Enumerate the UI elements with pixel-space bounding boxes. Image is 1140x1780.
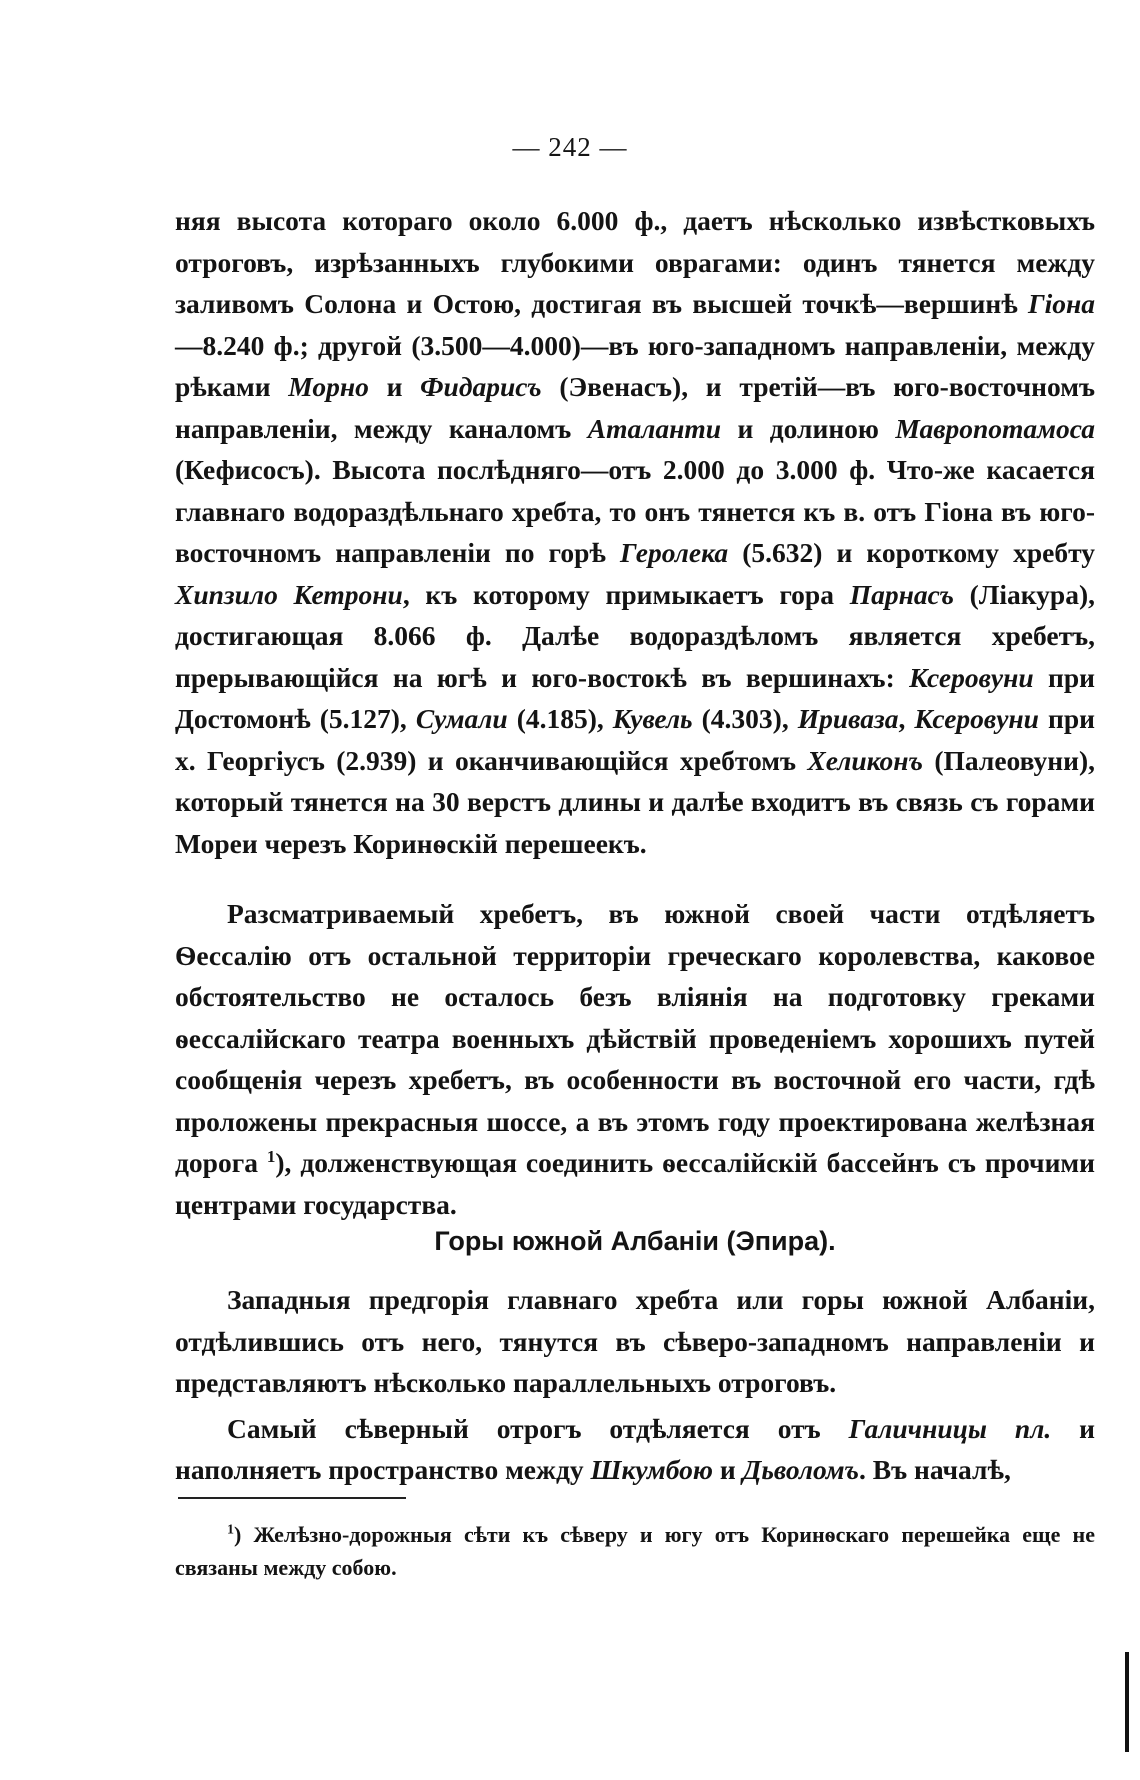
main-text-upper — [175, 200, 1095, 868]
paragraph-1: няя высота котораго около 6.000 ф., даетъ нѣсколько извѣстковыхъ отроговъ, изрѣзанныхъ глубокими оврагами: одинъ тянется между заливомъ Солона и Остою, достигая въ высшей точкѣ—вершинѣ Гіона—8.240 ф.; другой (3.500—4.000)—въ юго-западномъ направленіи, между рѣками Морно и Фидарисъ (Эвенасъ), и третій—въ юго-восточномъ направленіи, между каналомъ Аталанти и долиною Мавропотамоса (Кефисосъ). Высота послѣдняго—отъ 2.000 до 3.000 ф. Что-же касается главнаго водораздѣльнаго хребта, то онъ тянется къ в. отъ Гіона въ юго-восточномъ направленіи по горѣ Геролека (5.632) и короткому хребту Хипзило Кетрони, къ которому примыкаетъ гора Парнасъ (Ліакура), достигающая 8.066 ф. Далѣе водораздѣломъ является хребетъ, прерывающійся на югѣ и юго-востокѣ въ вершинахъ: Ксеровуни при Достомонѣ (5.127), Сумали (4.185), Кувель (4.303), Ириваза, Ксеровуни при х. Георгіусъ (2.939) и оканчивающійся хребтомъ Хеликонъ (Палеовуни), который тянется на 30 верстъ длины и далѣе входитъ въ связь съ горами Мореи черезъ Коринѳскій перешеекъ. — [175, 205, 1096, 859]
footnote-text: ) Желѣзно-дорожныя сѣти къ сѣверу и югу отъ Коринѳскаго перешейка еще не связаны между собою. — [175, 1522, 1095, 1580]
page-number: — 242 — — [512, 132, 628, 162]
footnote — [175, 1518, 1095, 1584]
paragraph-4: Самый сѣверный отрогъ отдѣляется отъ Галичницы пл. и наполняетъ пространство между Шкумбою и Дьволомъ. Въ началѣ, — [175, 1412, 1095, 1485]
paragraph-3: Западныя предгорія главнаго хребта или горы южной Албаніи, отдѣлившись отъ него, тянутся въ сѣверо-западномъ направленіи и представляютъ нѣсколько параллельныхъ отроговъ. — [175, 1284, 1095, 1398]
section-heading: Горы южной Албаніи (Эпира). — [434, 1226, 836, 1256]
main-text-middle — [175, 893, 1095, 1229]
footnote-divider — [178, 1497, 406, 1499]
main-text-lower — [175, 1279, 1095, 1495]
page-edge-mark — [1125, 1652, 1129, 1752]
footnote-reference[interactable]: 1 — [266, 1146, 276, 1166]
footnote-marker: 1 — [227, 1522, 234, 1538]
paragraph-2: Разсматриваемый хребетъ, въ южной своей части отдѣляетъ Ѳессалію отъ остальной территоріи греческаго королевства, каковое обстоятельство не осталось безъ вліянія на подготовку греками ѳессалійскаго театра военныхъ дѣйствій проведеніемъ хорошихъ путей сообщенія черезъ хребетъ, въ особенности въ восточной его части, гдѣ проложены прекрасныя шоссе, а въ этомъ году проектирована желѣзная дорога $^1$), долженствующая соединить ѳессалійскій бассейнъ съ прочими центрами государства. — [175, 898, 1095, 1220]
